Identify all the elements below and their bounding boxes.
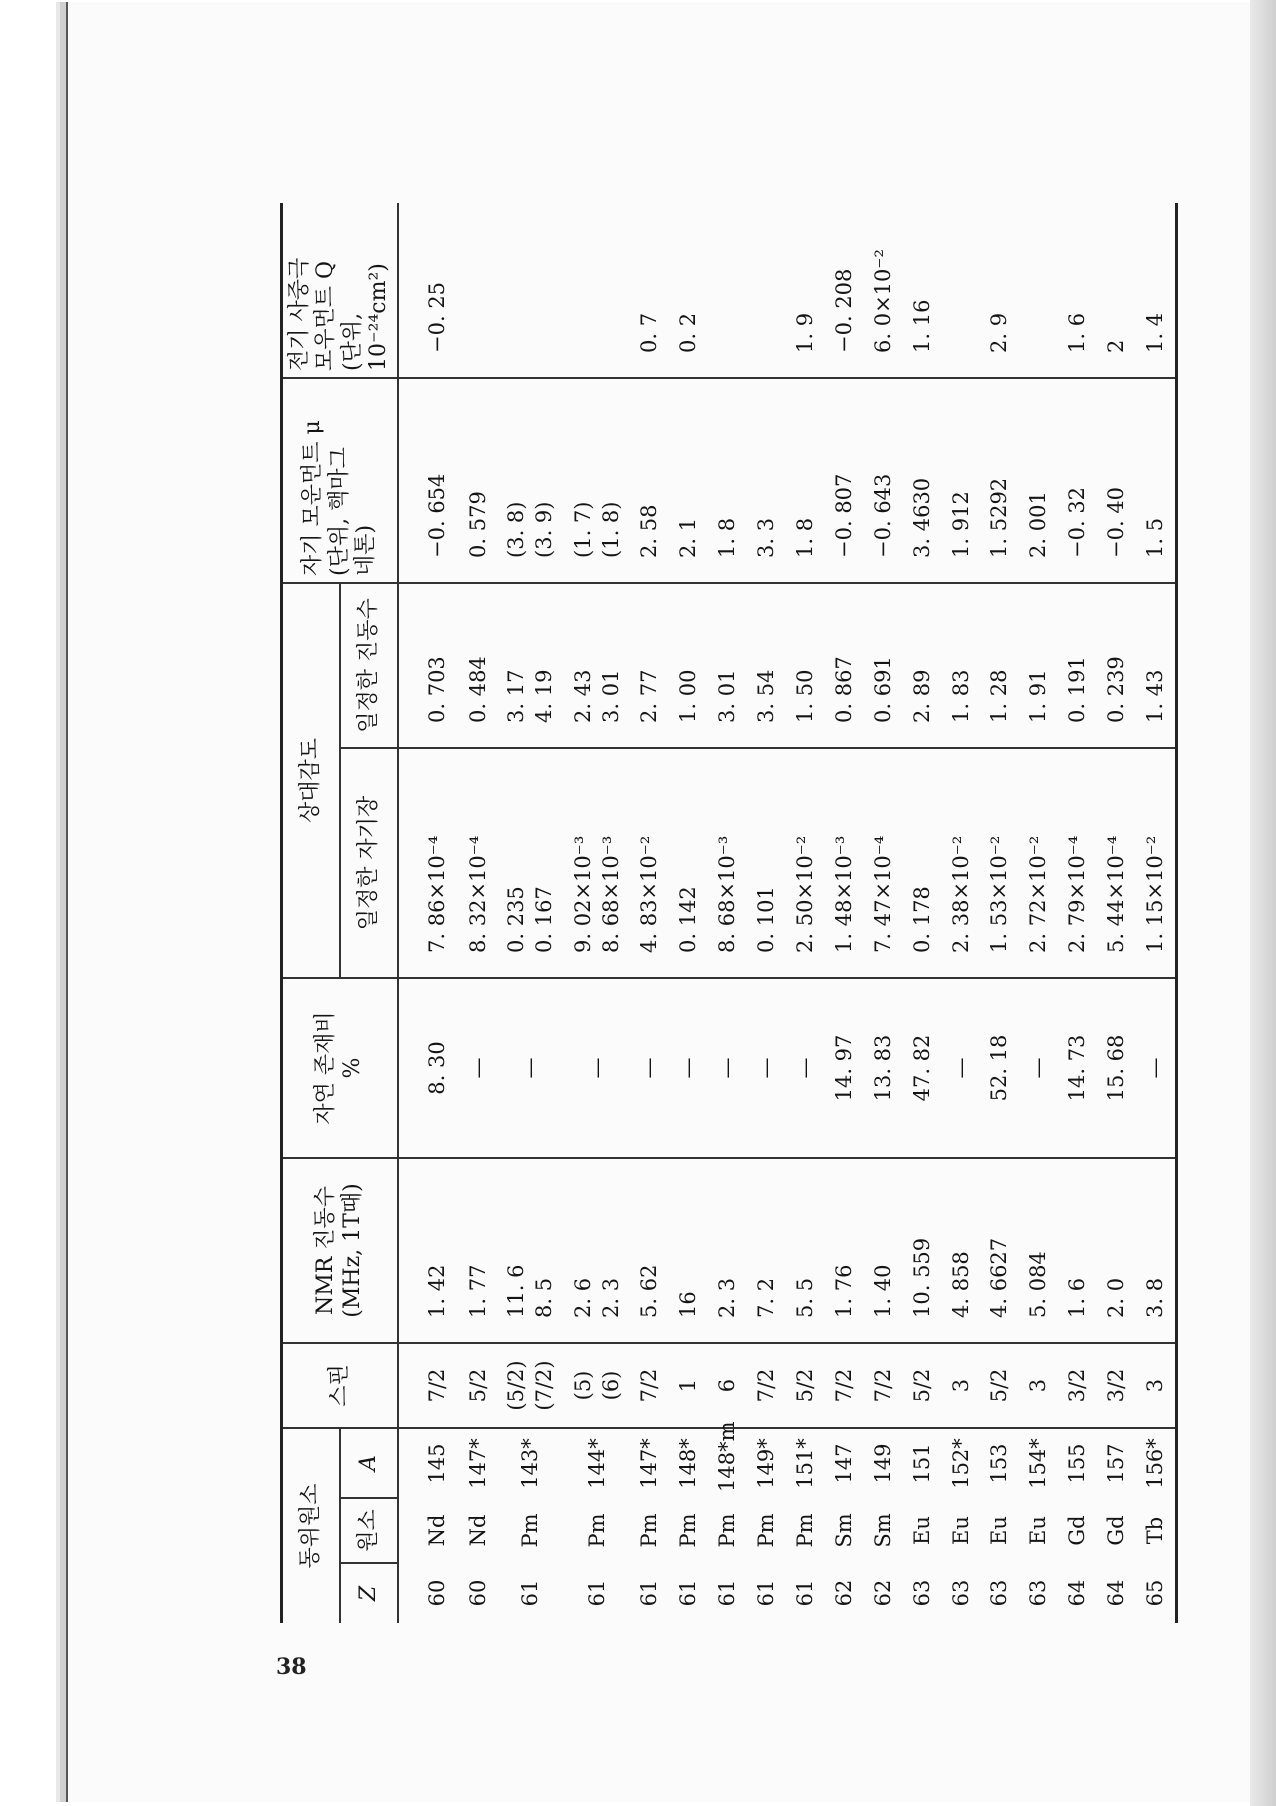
page-number: 38 [276,1654,307,1680]
cell-moment: (1. 7) (1. 8) [563,378,629,583]
cell-z: 60 [465,1579,490,1607]
header-quad-line3: (단위, 10⁻²⁴cm²) [339,263,392,371]
cell-element: Pm [754,1513,778,1548]
cell-abundance: — [563,978,629,1158]
table-row [1019,203,1058,1623]
cell-spin: 7/2 [824,1343,863,1428]
cell-moment: −0. 654 [398,378,459,583]
cell-spin: 3/2 [1097,1343,1136,1428]
cell-nmr: 7. 2 [747,1158,786,1343]
cell-sens-field: 7. 86×10⁻⁴ [398,748,459,978]
cell-z: 61 [518,1579,543,1607]
table-header [282,203,398,1623]
cell-z: 62 [870,1579,895,1607]
cell-abundance: — [747,978,786,1158]
cell-a: 152* [948,1438,973,1489]
cell-element: Pm [715,1513,740,1548]
cell-quad: −0. 25 [398,203,459,378]
cell-element: Pm [518,1513,543,1548]
cell-moment: 3. 4630 [902,378,941,583]
cell-abundance: — [669,978,708,1158]
table-body [398,203,1177,1623]
header-abundance-line1: 자연 존재비 [313,1011,339,1125]
header-isotope: 동위원소 [282,1428,340,1623]
cell-abundance: — [785,978,824,1158]
cell-a: 153 [987,1443,1012,1484]
table-row [747,203,786,1623]
cell-nmr: 1. 76 [824,1158,863,1343]
cell-spin: 7/2 [863,1343,902,1428]
header-magnetic-moment [282,378,398,583]
cell-nmr: 4. 6627 [980,1158,1019,1343]
cell-sens-freq: 1. 50 [785,583,824,748]
cell-moment: 1. 5292 [980,378,1019,583]
cell-quad [458,203,497,378]
cell-element: Pm [792,1513,817,1548]
cell-quad: 0. 7 [630,203,669,378]
cell-element: Pm [676,1513,701,1548]
cell-moment: 2. 1 [669,378,708,583]
cell-element: Eu [948,1516,973,1545]
table-row [630,203,669,1623]
cell-z: 63 [987,1579,1012,1607]
table-row [902,203,941,1623]
cell-nmr: 2. 6 2. 3 [563,1158,629,1343]
cell-a: 154* [1026,1438,1051,1489]
table-row [669,203,708,1623]
table-row [941,203,980,1623]
cell-nmr: 1. 40 [863,1158,902,1343]
cell-spin: 3 [1019,1343,1058,1428]
header-z: Z [340,1563,398,1623]
table-row [1058,203,1097,1623]
isotope-nmr-table [280,203,1178,1623]
cell-abundance: 15. 68 [1097,978,1136,1158]
cell-quad: 1. 16 [902,203,941,378]
cell-moment: −0. 807 [824,378,863,583]
cell-moment: 1. 912 [941,378,980,583]
cell-quad [941,203,980,378]
cell-a: 149* [754,1438,778,1489]
cell-abundance: — [497,978,563,1158]
cell-sens-freq: 2. 77 [630,583,669,748]
header-nmr-frequency [282,1158,398,1343]
cell-spin: (5/2) (7/2) [497,1343,563,1428]
cell-moment: 0. 579 [458,378,497,583]
cell-spin: 7/2 [398,1343,459,1428]
table-row [563,203,629,1623]
cell-sens-field: 9. 02×10⁻³ 8. 68×10⁻³ [563,748,629,978]
cell-spin: 5/2 [980,1343,1019,1428]
cell-nmr: 3. 8 [1136,1158,1177,1343]
cell-quad: 1. 4 [1136,203,1177,378]
cell-z: 61 [637,1579,662,1607]
cell-spin: 6 [708,1343,747,1428]
header-nmr-line2: (MHz, 1T때) [339,1183,365,1318]
cell-nmr: 16 [669,1158,708,1343]
cell-sens-field: 1. 15×10⁻² [1136,748,1177,978]
table-row [497,203,563,1623]
cell-z: 63 [909,1579,934,1607]
cell-sens-freq: 1. 91 [1019,583,1058,748]
cell-nmr: 11. 6 8. 5 [497,1158,563,1343]
cell-element: Sm [831,1513,856,1548]
cell-sens-field: 8. 68×10⁻³ [708,748,747,978]
cell-a: 143* [518,1438,543,1489]
cell-element: Eu [987,1516,1012,1545]
header-abundance-line2: % [339,1057,365,1079]
cell-z: 63 [1026,1579,1051,1607]
cell-a: 155 [1065,1443,1090,1484]
cell-moment: 1. 8 [785,378,824,583]
cell-z: 60 [425,1579,450,1607]
header-spin: 스핀 [282,1343,398,1428]
cell-sens-freq: 3. 01 [708,583,747,748]
cell-sens-field: 2. 38×10⁻² [941,748,980,978]
cell-spin: 3 [941,1343,980,1428]
table-row [980,203,1019,1623]
cell-quad: 1. 9 [785,203,824,378]
cell-sens-freq: 0. 191 [1058,583,1097,748]
cell-sens-freq: 0. 867 [824,583,863,748]
header-nmr-line1: NMR 진동수 [313,1185,339,1316]
cell-nmr: 1. 6 [1058,1158,1097,1343]
cell-abundance: 52. 18 [980,978,1019,1158]
cell-a: 144* [584,1438,609,1489]
cell-nmr: 4. 858 [941,1158,980,1343]
cell-moment: 1. 8 [708,378,747,583]
cell-quad [1019,203,1058,378]
table-row [863,203,902,1623]
cell-sens-freq: 1. 28 [980,583,1019,748]
cell-moment: −0. 40 [1097,378,1136,583]
rotated-table-container [280,203,1168,1623]
cell-z: 65 [1143,1579,1168,1607]
cell-z: 63 [948,1579,973,1607]
cell-element: Gd [1065,1515,1090,1546]
cell-sens-field: 0. 178 [902,748,941,978]
cell-quad: 0. 2 [669,203,708,378]
cell-sens-freq: 2. 89 [902,583,941,748]
cell-moment: 3. 3 [747,378,786,583]
cell-moment: 1. 5 [1136,378,1177,583]
cell-quad: 6. 0×10⁻² [863,203,902,378]
cell-sens-field: 4. 83×10⁻² [630,748,669,978]
cell-spin: 7/2 [630,1343,669,1428]
cell-z: 61 [715,1579,740,1607]
cell-abundance: — [1019,978,1058,1158]
cell-a: 148* [676,1438,701,1489]
cell-sens-field: 7. 47×10⁻⁴ [863,748,902,978]
cell-moment: −0. 32 [1058,378,1097,583]
header-abundance [282,978,398,1158]
header-sens-field: 일정한 자기장 [340,748,398,978]
cell-spin: 5/2 [902,1343,941,1428]
cell-spin: 7/2 [747,1343,786,1428]
table-row [1136,203,1177,1623]
header-relative-sensitivity: 상대감도 [282,583,340,978]
cell-quad: 2 [1097,203,1136,378]
cell-quad [708,203,747,378]
cell-a: 148*m [715,1421,740,1492]
cell-sens-field: 0. 101 [747,748,786,978]
cell-nmr: 2. 3 [708,1158,747,1343]
header-element: 원소 [340,1498,398,1563]
cell-a: 147* [465,1438,490,1489]
cell-sens-field: 1. 48×10⁻³ [824,748,863,978]
table-row [398,203,459,1623]
cell-nmr: 5. 62 [630,1158,669,1343]
cell-a: 147 [831,1443,856,1484]
cell-a: 149 [870,1443,895,1484]
cell-abundance: 14. 73 [1058,978,1097,1158]
cell-spin: 5/2 [458,1343,497,1428]
cell-z: 61 [792,1579,817,1607]
cell-element: Pm [637,1513,662,1548]
cell-sens-freq: 1. 43 [1136,583,1177,748]
table-row [458,203,497,1623]
cell-z: 61 [676,1579,701,1607]
cell-abundance: 14. 97 [824,978,863,1158]
cell-z: 62 [831,1579,856,1607]
cell-z: 64 [1065,1579,1090,1607]
table-row [785,203,824,1623]
cell-element: Nd [425,1514,450,1547]
cell-quad [747,203,786,378]
cell-element: Tb [1143,1516,1168,1545]
cell-quad: −0. 208 [824,203,863,378]
cell-z: 61 [584,1579,609,1607]
cell-a: 156* [1143,1438,1168,1489]
cell-sens-freq: 0. 484 [458,583,497,748]
cell-sens-field: 1. 53×10⁻² [980,748,1019,978]
cell-nmr: 10. 559 [902,1158,941,1343]
cell-abundance: — [1136,978,1177,1158]
cell-a: 157 [1104,1443,1129,1484]
cell-z: 64 [1104,1579,1129,1607]
cell-spin: 1 [669,1343,708,1428]
cell-abundance: — [708,978,747,1158]
table-row [708,203,747,1623]
cell-element: Pm [584,1513,609,1548]
cell-abundance: 47. 82 [902,978,941,1158]
cell-quad [563,203,629,378]
cell-element: Gd [1104,1515,1129,1546]
table-row [1097,203,1136,1623]
cell-moment: 2. 58 [630,378,669,583]
cell-moment: 2. 001 [1019,378,1058,583]
cell-sens-field: 2. 79×10⁻⁴ [1058,748,1097,978]
cell-a: 145 [425,1443,450,1484]
cell-quad: 1. 6 [1058,203,1097,378]
cell-spin: 3 [1136,1343,1177,1428]
cell-z: 61 [754,1579,778,1607]
cell-element: Nd [465,1514,490,1547]
table-row [824,203,863,1623]
cell-sens-freq: 0. 703 [398,583,459,748]
cell-sens-freq: 3. 54 [747,583,786,748]
cell-abundance: — [630,978,669,1158]
cell-nmr: 5. 084 [1019,1158,1058,1343]
cell-a: 151 [909,1443,934,1484]
cell-spin: 3/2 [1058,1343,1097,1428]
cell-sens-freq: 1. 83 [941,583,980,748]
cell-sens-freq: 1. 00 [669,583,708,748]
header-moment-line1: 자기 모운먼트 μ [300,420,326,576]
header-quadrupole-moment [282,203,398,378]
cell-moment: −0. 643 [863,378,902,583]
cell-nmr: 1. 77 [458,1158,497,1343]
cell-sens-freq: 0. 239 [1097,583,1136,748]
cell-element: Sm [870,1513,895,1548]
cell-sens-field: 5. 44×10⁻⁴ [1097,748,1136,978]
cell-spin: 5/2 [785,1343,824,1428]
cell-element: Eu [1026,1516,1051,1545]
cell-sens-field: 2. 50×10⁻² [785,748,824,978]
cell-nmr: 2. 0 [1097,1158,1136,1343]
cell-element: Eu [909,1516,934,1545]
cell-quad: 2. 9 [980,203,1019,378]
cell-sens-field: 2. 72×10⁻² [1019,748,1058,978]
cell-a: 151* [792,1438,817,1489]
page-edge [1250,0,1276,1806]
cell-quad [497,203,563,378]
cell-nmr: 1. 42 [398,1158,459,1343]
cell-sens-field: 0. 142 [669,748,708,978]
cell-sens-freq: 3. 17 4. 19 [497,583,563,748]
cell-sens-freq: 2. 43 3. 01 [563,583,629,748]
cell-abundance: 8. 30 [398,978,459,1158]
header-moment-line3: 네톤) [352,524,378,576]
cell-a: 147* [637,1438,662,1489]
header-moment-line2: (단위, 핵마그 [326,447,352,576]
header-quad-line2: 모우먼트 Q [313,260,339,371]
header-quad-line1: 전기 사중극 [287,257,312,371]
cell-spin: (5) (6) [563,1343,629,1428]
header-sens-freq: 일정한 진동수 [340,583,398,748]
cell-sens-field: 0. 235 0. 167 [497,748,563,978]
cell-sens-freq: 0. 691 [863,583,902,748]
cell-abundance: 13. 83 [863,978,902,1158]
cell-abundance: — [458,978,497,1158]
cell-abundance: — [941,978,980,1158]
cell-nmr: 5. 5 [785,1158,824,1343]
cell-sens-field: 8. 32×10⁻⁴ [458,748,497,978]
cell-moment: (3. 8) (3. 9) [497,378,563,583]
header-a: A [340,1428,398,1498]
